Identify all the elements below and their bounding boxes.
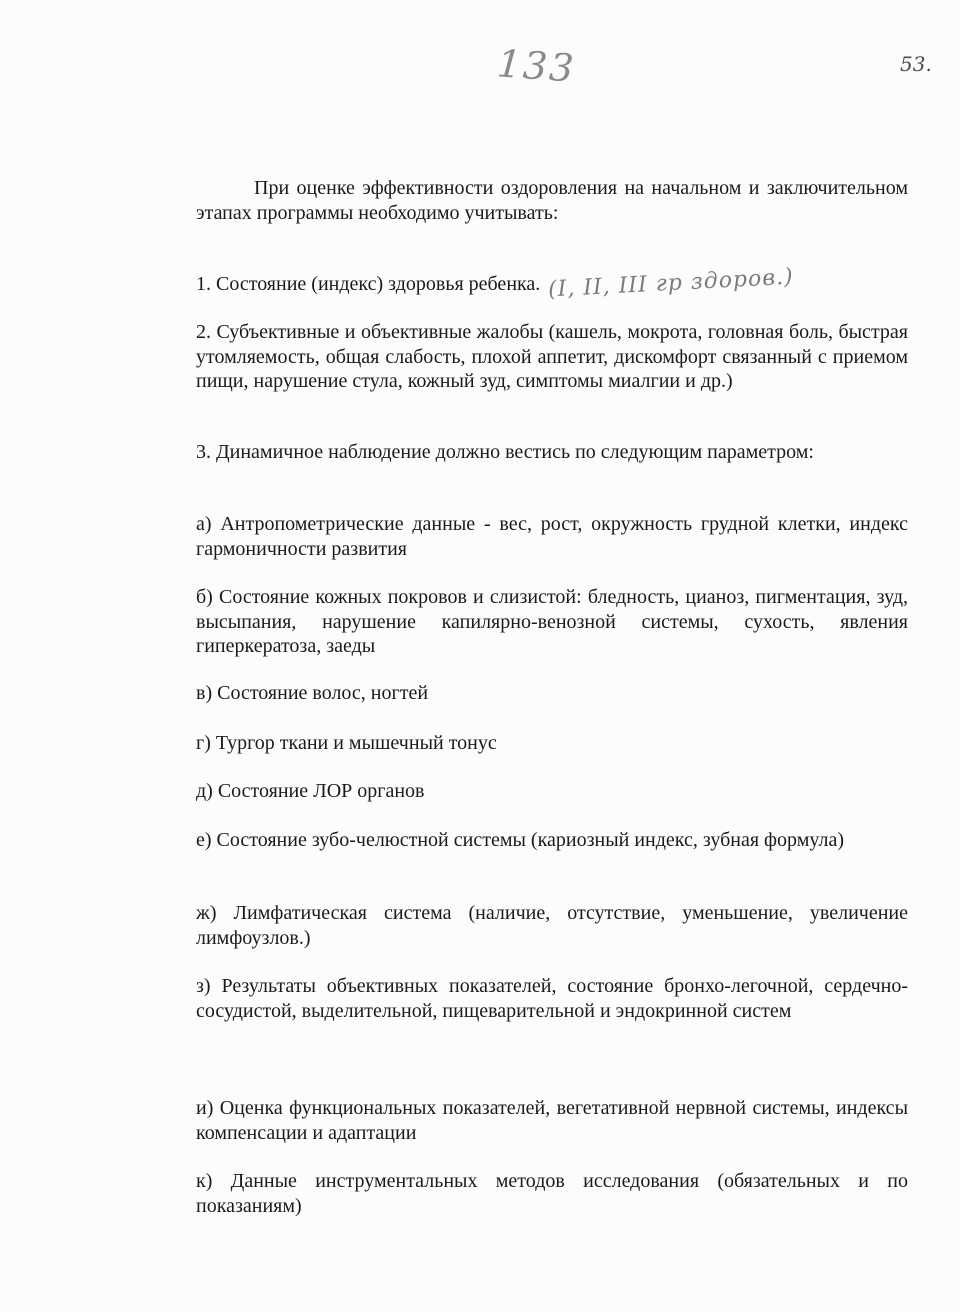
item-a: а) Антропометрические данные - вес, рост, окружность грудной клетки, индекс гармоничности развития [196,513,908,560]
item-k: к) Данные инструментальных методов исследования (обязательных и по показаниям) [196,1170,908,1217]
item-3: 3. Динамичное наблюдение должно вестись по следующим параметром: [196,441,814,463]
handwritten-note: (I, II, III гр здоров.) [547,264,795,303]
item-2: 2. Субъективные и объективные жалобы (кашель, мокрота, головная боль, быстрая утомляемость, общая слабость, плохой аппетит, дискомфорт связанный с приемом пищи, нарушение стула, кожный зуд, симптомы миалгии и др.) [196,321,908,392]
item-e: е) Состояние зубо-челюстной системы (кариозный индекс, зубная формула) [196,829,845,851]
item-zh: ж) Лимфатическая система (наличие, отсутствие, уменьшение, увеличение лимфоузлов.) [196,902,908,949]
item-1-text: 1. Состояние (индекс) здоровья ребенка. [196,273,541,295]
item-g: г) Тургор ткани и мышечный тонус [196,732,497,754]
item-d: д) Состояние ЛОР органов [196,780,425,802]
handwritten-page-number: 53. [900,52,932,76]
item-v: в) Состояние волос, ногтей [196,682,429,704]
item-b: б) Состояние кожных покровов и слизистой: бледность, цианоз, пигментация, зуд, высыпания, нарушение капилярно-венозной системы, сухость, явления гиперкератоза, заеды [196,586,908,657]
item-1 [196,264,908,303]
intro-paragraph: При оценке эффективности оздоровления на начальном и заключительном этапах программы необходимо учитывать: [196,177,908,224]
handwritten-number: 133 [495,41,577,91]
item-i: и) Оценка функциональных показателей, вегетативной нервной системы, индексы компенсации и адаптации [196,1097,908,1144]
item-z: з) Результаты объективных показателей, состояние бронхо-легочной, сердечно-сосудистой, выделительной, пищеварительной и эндокринной систем [196,975,908,1022]
